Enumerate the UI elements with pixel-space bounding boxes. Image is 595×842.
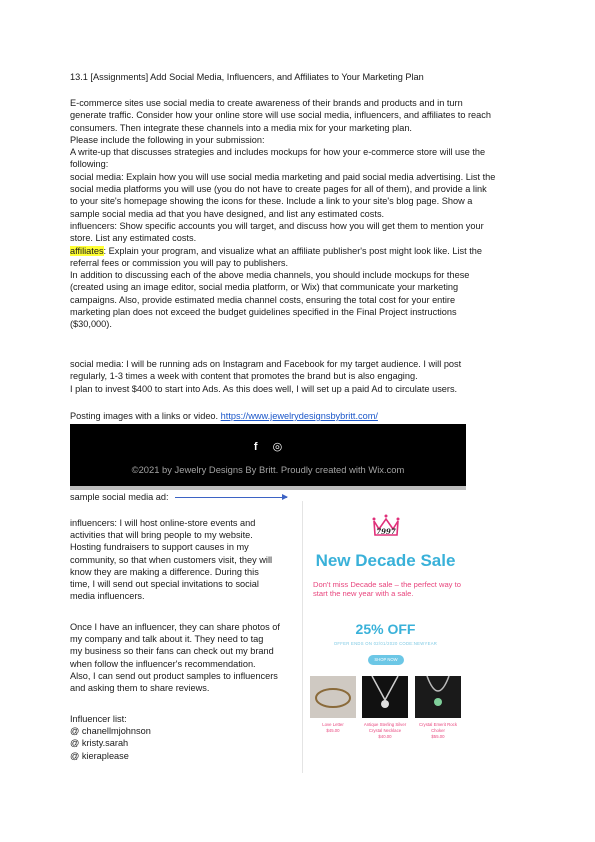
instruction-line: A write-up that discusses strategies and includes mockups for how your e-commerce store will use the bbox=[70, 147, 486, 158]
instruction-line: referral fees or commission you will pay to publishers. bbox=[70, 257, 289, 268]
text-line: influencers: I will host online-store events and bbox=[70, 518, 256, 528]
instruction-line: campaigns. Also, provide estimated media channel costs, ensuring the total cost for your entire bbox=[70, 294, 456, 305]
product-name: Antique Sterling Silver Crystal Necklace bbox=[363, 722, 407, 733]
facebook-icon[interactable]: f bbox=[253, 441, 258, 453]
answer-line: social media: I will be running ads on Instagram and Facebook for my target audience. I will post bbox=[70, 359, 462, 369]
text-line: Also, I can send out product samples to influencers bbox=[70, 670, 278, 681]
text-line: community, so that when customers visit, they will bbox=[70, 554, 273, 565]
instruction-line: In addition to discussing each of the above media channels, you should include mockups for these bbox=[70, 270, 470, 281]
instruction-line: sample social media ad that you have designed, and list any estimated costs. bbox=[70, 208, 385, 219]
product-card[interactable] bbox=[310, 676, 356, 734]
footer-divider bbox=[70, 486, 466, 490]
product-price: $55.00 bbox=[431, 733, 445, 739]
text-line: media influencers. bbox=[70, 591, 145, 602]
product-name: Love Letter bbox=[322, 722, 344, 727]
logo-text: 7997 bbox=[376, 527, 396, 536]
instruction-line bbox=[70, 245, 530, 257]
instruction-line: (created using an image editor, social media platform, or Wix) that communicate your marketing bbox=[70, 282, 459, 293]
instruction-line: following: bbox=[70, 159, 109, 170]
ad-offer: 25% OFF bbox=[355, 621, 416, 637]
product-image bbox=[310, 676, 356, 718]
instagram-icon[interactable]: ◎ bbox=[272, 441, 283, 453]
list-item: @ kristy.sarah bbox=[70, 738, 129, 749]
influencer-list bbox=[70, 713, 290, 762]
influencers-paragraph bbox=[70, 517, 290, 602]
text-line: my company and talk about it. They need to tag bbox=[70, 634, 264, 645]
product-name: Crystal Emerit Rock Choker bbox=[419, 722, 457, 733]
instruction-line: consumers. Then integrate these channels into a media mix for your marketing plan. bbox=[70, 122, 412, 133]
text-line: time, I will send out special invitations to social bbox=[70, 579, 259, 590]
product-card[interactable] bbox=[415, 676, 461, 739]
website-footer-screenshot bbox=[70, 424, 466, 486]
footer-copyright: ©2021 by Jewelry Designs By Britt. Proudly created with Wix.com bbox=[131, 464, 405, 475]
social-icons bbox=[70, 440, 466, 453]
text-line: activities that will bring people to my website. bbox=[70, 530, 253, 541]
ad-headline: New Decade Sale bbox=[315, 551, 456, 570]
product-image bbox=[362, 676, 408, 718]
sample-ad bbox=[302, 501, 468, 773]
list-title: Influencer list: bbox=[70, 714, 127, 724]
instruction-line: social media platforms you will use (you do not have to create pages for all of them), and provide a link bbox=[70, 184, 487, 195]
instruction-line: ($30,000). bbox=[70, 319, 112, 330]
arrow-icon bbox=[175, 497, 287, 498]
ad-offer-note: OFFER ENDS ON 02/01/2020 CODE:NEWYEAR bbox=[333, 641, 438, 646]
instruction-line: E-commerce sites use social media to create awareness of their brands and products and in turn bbox=[70, 98, 463, 108]
text-line: know they are making a difference. During this bbox=[70, 566, 259, 577]
website-link[interactable]: https://www.jewelrydesignsbybritt.com/ bbox=[220, 411, 378, 421]
product-image bbox=[415, 676, 461, 718]
crown-logo-icon bbox=[369, 507, 403, 541]
ad-subhead: Don't miss Decade sale – the perfect way to start the new year with a sale. bbox=[313, 580, 461, 598]
sample-ad-label: sample social media ad: bbox=[70, 492, 169, 502]
highlighted-word: affiliates bbox=[70, 245, 104, 256]
instruction-line: social media: Explain how you will use social media marketing and paid social media advertising. List the bbox=[70, 171, 496, 182]
product-price: $40.00 bbox=[378, 733, 392, 739]
instruction-line: marketing plan does not exceed the budget guidelines specified in the Final Project instructions bbox=[70, 307, 457, 318]
instruction-line: to your site's homepage showing the icons for these. Include a link to your site's blog page. Show a bbox=[70, 196, 473, 207]
product-price: $45.00 bbox=[326, 727, 340, 733]
influencers-paragraph-2 bbox=[70, 621, 290, 694]
text-line: Hosting fundraisers to support causes in my bbox=[70, 542, 249, 553]
text-line: and asking them to share reviews. bbox=[70, 683, 210, 694]
instructions bbox=[70, 97, 530, 331]
shop-now-button[interactable]: SHOP NOW bbox=[368, 655, 404, 665]
instruction-line: store. List any estimated costs. bbox=[70, 233, 197, 244]
text-line: my business so their fans can check out my brand bbox=[70, 646, 274, 657]
instruction-line: influencers: Show specific accounts you will target, and discuss how you will get them to mention your bbox=[70, 220, 484, 231]
instruction-line: generate traffic. Consider how your online store will use social media, influencers, and affiliates to reach bbox=[70, 110, 491, 121]
text-line: when follow the influencer's recommendation. bbox=[70, 658, 256, 669]
answer-line: I plan to invest $400 to start into Ads. As this does well, I will set up a paid Ad to circulate users. bbox=[70, 383, 458, 394]
posting-line bbox=[70, 410, 378, 422]
list-item: @ kieraplease bbox=[70, 750, 129, 761]
affiliates-text: : Explain your program, and visualize what an affiliate publisher's post might look like. List the bbox=[103, 245, 483, 256]
social-media-answer bbox=[70, 358, 530, 395]
posting-text: Posting images with a links or video. bbox=[70, 411, 221, 421]
page-title: 13.1 [Assignments] Add Social Media, Influencers, and Affiliates to Your Marketing Plan bbox=[70, 72, 424, 82]
answer-line: regularly, 1-3 times a week with content that promotes the brand but is also engaging. bbox=[70, 371, 418, 382]
product-card[interactable] bbox=[362, 676, 408, 739]
instruction-line: Please include the following in your submission: bbox=[70, 134, 265, 145]
text-line: Once I have an influencer, they can share photos of bbox=[70, 622, 280, 632]
list-item: @ chanellmjohnson bbox=[70, 726, 151, 737]
